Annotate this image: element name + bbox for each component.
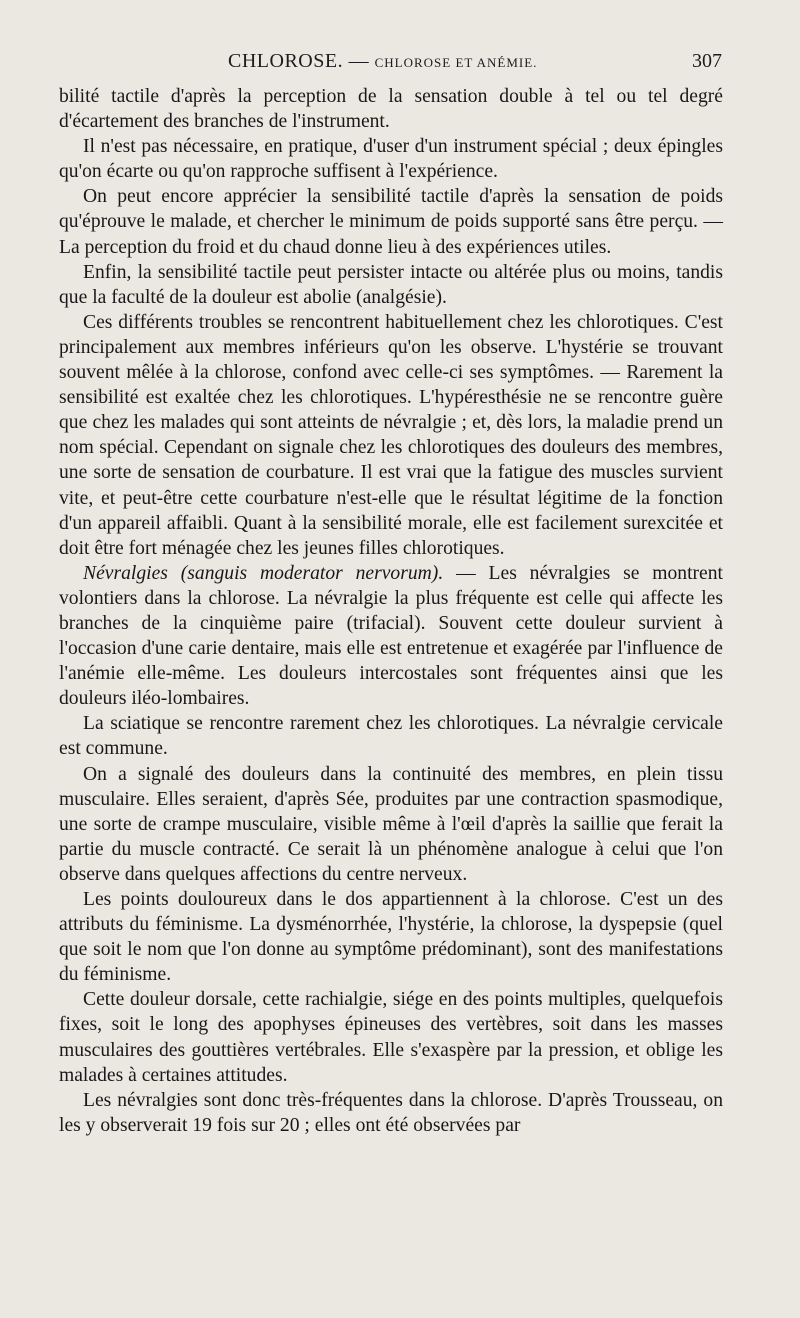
- paragraph-3: On peut encore apprécier la sensibilité tactile d'après la sensation de poids qu'éprouve le malade, et chercher le minimum de poids supporté sans être perçu. — La perception du froid et du chaud donne lieu à des expériences utiles.: [59, 186, 723, 258]
- running-title-dash: —: [348, 50, 370, 72]
- running-title-main: CHLOROSE.: [228, 50, 344, 72]
- paragraph-8: Les points douloureux dans le dos appartiennent à la chlorose. C'est un des attributs du féminisme. La dysménorrhée, l'hystérie, la chlorose, la dyspepsie (quel que soit le nom que l'on donne au symptôme prédominant), sont des manifestations du féminisme.: [59, 889, 723, 986]
- section-text: — Les névralgies se montrent volontiers dans la chlorose. La névralgie la plus fréquente est celle qui affecte les branches de la cinquième paire (trifacial). Souvent cette douleur survient à l'occasion d'une carie dentaire, mais elle est entretenue et exagérée par l'influence de l'anémie elle-même. Les douleurs intercostales sont fréquentes ainsi que les douleurs iléo-lombaires.: [59, 562, 723, 710]
- paragraph-5: Ces différents troubles se rencontrent habituellement chez les chlorotiques. C'est principalement aux membres inférieurs qu'on les observe. L'hystérie se trouvant souvent mêlée à la chlorose, confond avec celle-ci ses symptômes. — Rarement la sensibilité est exaltée chez les chlorotiques. L'hypéresthésie ne se rencontre guère que chez les malades qui sont atteints de névralgie ; et, dès lors, la maladie prend un nom spécial. Cependant on signale chez les chlorotiques des douleurs des membres, une sorte de sensation de courbature. Il est vrai que la fatigue des muscles survient vite, et peut-être cette courbature n'est-elle que le résultat légitime de la fonction d'un appareil affaibli. Quant à la sensibilité morale, elle est facilement surexcitée et doit être fort ménagée chez les jeunes filles chlorotiques.: [59, 311, 723, 559]
- paragraph-9: Cette douleur dorsale, cette rachialgie, siége en des points multiples, quelquefois fixes, soit le long des apophyses épineuses des vertèbres, soit dans les masses musculaires des gouttières vertébrales. Elle s'exaspère par la pression, et oblige les malades à certaines attitudes.: [59, 989, 723, 1086]
- running-title: [228, 50, 537, 73]
- paragraph-1: bilité tactile d'après la perception de la sensation double à tel ou tel degré d'écartement des branches de l'instrument.: [59, 86, 723, 133]
- section-heading: Névralgies (sanguis moderator nervorum).: [83, 562, 444, 584]
- page-number: 307: [692, 50, 722, 72]
- running-title-small: CHLOROSE ET ANÉMIE.: [374, 55, 538, 70]
- paragraph-2: Il n'est pas nécessaire, en pratique, d'user d'un instrument spécial ; deux épingles qu'on écarte ou qu'on rapproche suffisent à l'expérience.: [59, 136, 723, 183]
- paragraph-6: La sciatique se rencontre rarement chez les chlorotiques. La névralgie cervicale est commune.: [59, 713, 723, 760]
- body-text: [59, 84, 723, 1138]
- running-head: [60, 50, 722, 76]
- section-nevralgies: [59, 561, 723, 712]
- paragraph-4: Enfin, la sensibilité tactile peut persister intacte ou altérée plus ou moins, tandis que la faculté de la douleur est abolie (analgésie).: [59, 261, 723, 308]
- paragraph-7: On a signalé des douleurs dans la continuité des membres, en plein tissu musculaire. Elles seraient, d'après Sée, produites par une contraction spasmodique, une sorte de crampe musculaire, visible même à l'œil d'après la saillie que ferait la partie du muscle contracté. Ce serait là un phénomène analogue à celui que l'on observe dans quelques affections du centre nerveux.: [59, 763, 723, 885]
- paragraph-10: Les névralgies sont donc très-fréquentes dans la chlorose. D'après Trousseau, on les y observerait 19 fois sur 20 ; elles ont été observées par: [59, 1089, 723, 1136]
